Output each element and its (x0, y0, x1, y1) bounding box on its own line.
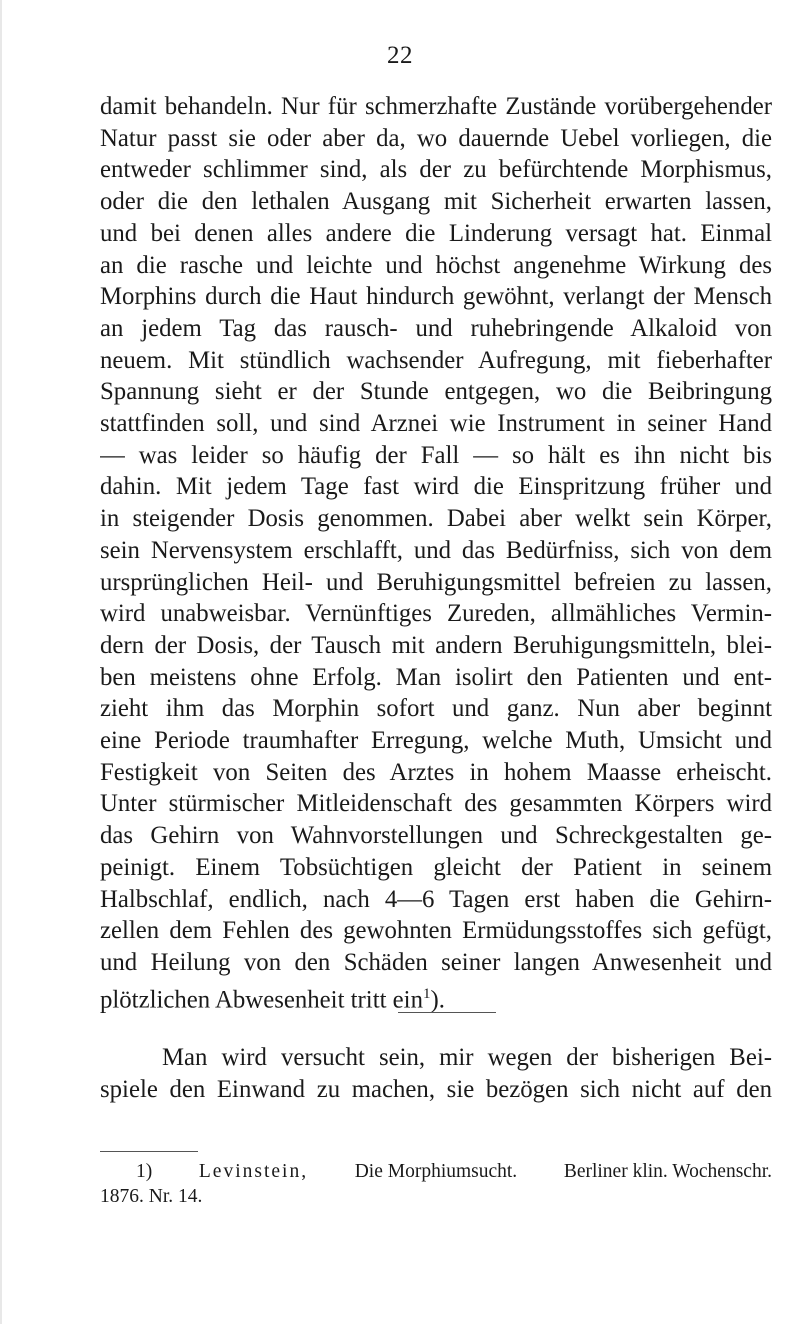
text-line: in steigender Dosis genommen. Dabei aber welkt sein Körper, (100, 505, 772, 533)
page-edge-shadow (0, 0, 2, 1324)
text-line: und Heilung von den Schäden seiner langen Anwesenheit und (100, 948, 772, 976)
footnote-title: Die Morphiumsucht. (354, 1161, 518, 1182)
text-line: stattfinden soll, und sind Arznei wie Instrument in seiner Hand (100, 410, 772, 438)
text-line: dahin. Mit jedem Tage fast wird die Einspritzung früher und (100, 473, 772, 501)
text-line: an die rasche und leichte und höchst angenehme Wirkung des (100, 251, 772, 279)
footnote-line-1 (100, 1159, 772, 1184)
text-line: zellen dem Fehlen des gewohnten Ermüdungsstoffes sich gefügt, (100, 917, 772, 945)
footnote-reference-number: 1 (422, 985, 431, 1002)
text-line: — was leider so häufig der Fall — so hält es ihn nicht bis (100, 441, 772, 469)
text-line: peinigt. Einem Tobsüchtigen gleicht der Patient in seinem (100, 853, 772, 881)
text-line-content: damit behandeln. Nur für schmerzhafte Zustände vorübergehender (100, 93, 772, 120)
text-line: ben meistens ohne Erfolg. Man isolirt den Patienten und ent- (100, 663, 772, 691)
text-line (100, 91, 772, 123)
text-line-content: plötzlichen Abwesenheit tritt ein (100, 985, 423, 1013)
text-line: an jedem Tag das rausch- und ruhebringende Alkaloid von (100, 314, 772, 342)
footnote-line-2: 1876. Nr. 14. (100, 1186, 203, 1207)
text-line: Man wird versucht sein, mir wegen der bisherigen Bei- (162, 1044, 772, 1071)
text-line: ursprünglichen Heil- und Beruhigungsmittel befreien zu lassen, (100, 568, 772, 596)
text-line: Halbschlaf, endlich, nach 4—6 Tagen erst haben die Gehirn- (100, 885, 772, 913)
text-line: eine Periode traumhafter Erregung, welche Muth, Umsicht und (100, 727, 772, 755)
text-line: dern der Dosis, der Tausch mit andern Beruhigungsmitteln, blei- (100, 631, 772, 659)
footnote-author: Levinstein, (198, 1161, 309, 1182)
text-line: entweder schlimmer sind, als der zu befürchtende Morphismus, (100, 156, 772, 184)
text-line: das Gehirn von Wahnvorstellungen und Schreckgestalten ge- (100, 822, 772, 850)
text-line: Festigkeit von Seiten des Arztes in hohem Maasse erheischt. (100, 758, 772, 786)
paragraph-1 (100, 91, 772, 1016)
paragraph-2 (100, 1042, 772, 1105)
page-number: 22 (387, 42, 413, 69)
text-line: zieht ihm das Morphin sofort und ganz. Nun aber beginnt (100, 695, 772, 723)
footnote-source: Berliner klin. Wochenschr. (563, 1161, 772, 1182)
text-line: Morphins durch die Haut hindurch gewöhnt, verlangt der Mensch (100, 283, 772, 311)
text-line: und bei denen alles andere die Linderung versagt hat. Einmal (100, 219, 772, 247)
text-line-last (100, 979, 772, 1016)
text-line: Natur passt sie oder aber da, wo dauernde Uebel vorliegen, die (100, 124, 772, 152)
section-divider (398, 1012, 496, 1013)
text-line: neuem. Mit stündlich wachsender Aufregung, mit fieberhafter (100, 346, 772, 374)
text-line: sein Nervensystem erschlafft, und das Bedürfniss, sich von dem (100, 536, 772, 564)
text-line: oder die den lethalen Ausgang mit Sicherheit erwarten lassen, (100, 188, 772, 216)
text-line: Unter stürmischer Mitleidenschaft des gesammten Körpers wird (100, 790, 772, 818)
footnote-number: 1) (136, 1161, 153, 1182)
footnote-divider (100, 1151, 198, 1152)
text-line: spiele den Einwand zu machen, sie bezögen sich nicht auf den (100, 1075, 772, 1103)
text-line: wird unabweisbar. Vernünftiges Zureden, allmähliches Vermin- (100, 600, 772, 628)
footnote-reference-close: ). (430, 985, 445, 1013)
footnote (100, 1159, 772, 1209)
text-line: Spannung sieht er der Stunde entgegen, wo die Beibringung (100, 378, 772, 406)
